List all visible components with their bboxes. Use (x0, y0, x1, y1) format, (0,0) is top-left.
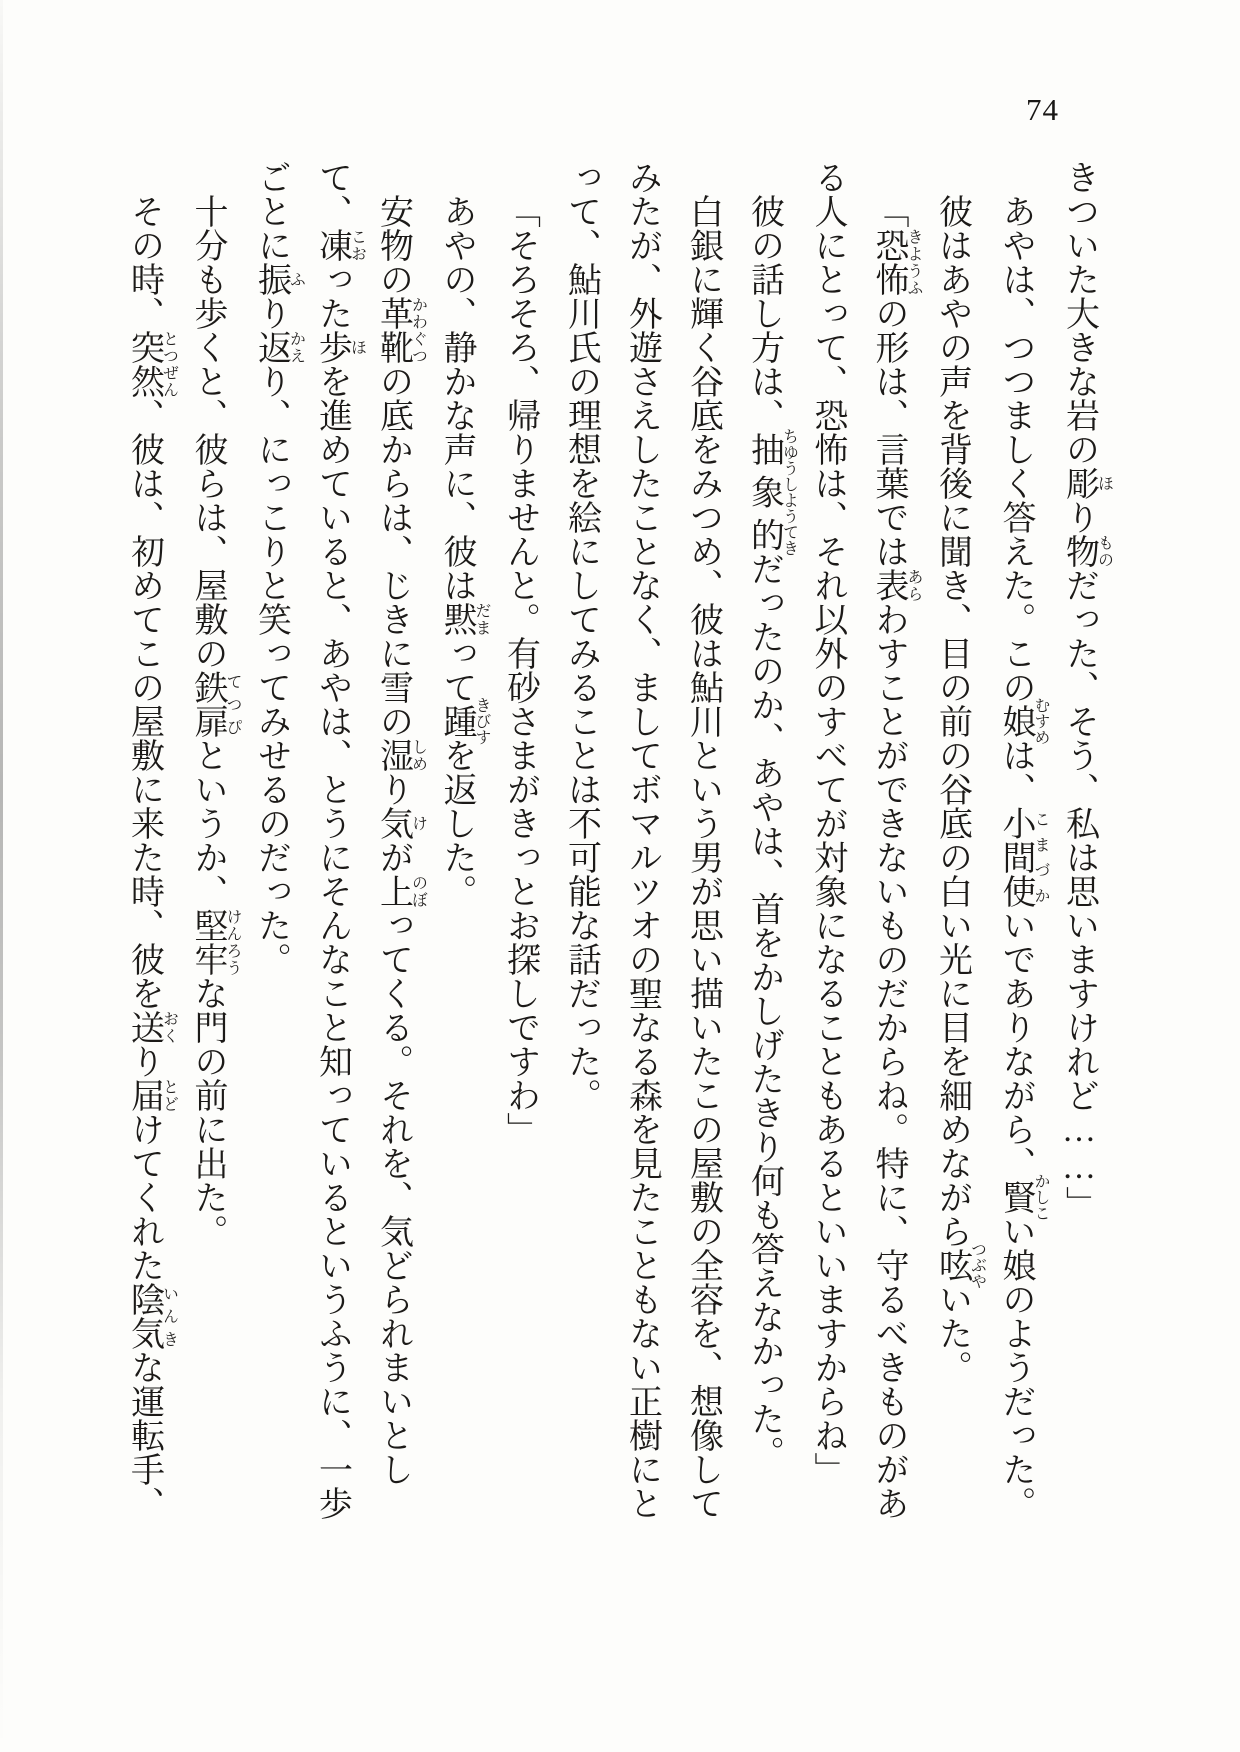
ruby-annotated-text: 表あら (870, 568, 922, 602)
ruby-annotated-text: 湿しめ (374, 738, 427, 772)
ruby-annotated-text: 上のぼ (374, 874, 427, 908)
ruby-annotated-text: 返かえ (252, 330, 305, 364)
ruby-annotated-text: 鉄扉てつぴ (189, 670, 241, 738)
ruby-annotated-text: 抽象的ちゆうしようてき (745, 427, 798, 556)
ruby-annotated-text: 小間使こまづか (997, 806, 1049, 908)
ruby-annotated-text: 恐怖きようふ (870, 228, 922, 296)
ruby-annotated-text: 革靴かわぐつ (374, 296, 427, 364)
paragraph: 白銀に輝く谷底をみつめ、彼は鮎川という男が思い描いたこの屋敷の全容を、想像してみたが、外遊さえしたことなく、ましてボマルツオの聖なる森を見たこともない正樹にとって、鮎川氏の理想を絵にしてみることは不可能な話だった。 (562, 160, 722, 1520)
ruby-annotated-text: 送おく (125, 1010, 178, 1044)
ruby-annotated-text: 彫ほ (1060, 466, 1113, 500)
paragraph: きついた大きな岩の彫ほり物ものだった、そう、私は思いますけれど……」 (1060, 160, 1113, 1220)
paragraph: 十分も歩くと、彼らは、屋敷の鉄扉てつぴというか、堅牢けんろうな門の前に出た。 (189, 194, 241, 1248)
paragraph: あやは、つつましく答えた。この娘むすめは、小間使こまづかいでありながら、賢かしこい娘のようだった。 (997, 194, 1049, 1520)
page-number: 74 (1026, 92, 1059, 127)
ruby-annotated-text: 物もの (1060, 534, 1113, 568)
paragraph: 彼の話し方は、抽象的ちゆうしようてきだったのか、あやは、首をかしげたきり何も答えなかった。 (745, 194, 798, 1470)
ruby-annotated-text: 突然とつぜん (125, 330, 178, 398)
paragraph: 彼はあやの声を背後に聞き、目の前の谷底の白い光に目を細めながら呟つぶやいた。 (933, 194, 986, 1384)
ruby-annotated-text: 歩ほ (313, 330, 366, 364)
ruby-annotated-text: 賢かしこ (997, 1173, 1049, 1221)
ruby-annotated-text: 振ふ (252, 262, 305, 296)
vertical-text-block (125, 160, 1113, 1520)
ruby-annotated-text: 呟つぶや (933, 1241, 986, 1289)
page-edge-shadow (0, 0, 3, 1752)
paragraph: 「恐怖きようふの形は、言葉では表あらわすことができないものだからね。特に、守るべきものがある人にとって、恐怖は、それ以外のすべてが対象になることもあるといいますからね」 (809, 160, 922, 1520)
ruby-annotated-text: 届とど (125, 1078, 178, 1112)
ruby-annotated-text: 黙だま (438, 602, 490, 636)
ruby-annotated-text: 陰気いんき (125, 1282, 178, 1350)
ruby-annotated-text: 踵きびす (438, 697, 490, 745)
paragraph: その時、突然とつぜん、彼は、初めてこの屋敷に来た時、彼を送おくり届とどけてくれた陰気いんきな運転手、 (125, 194, 178, 1520)
paragraph: 「そろそろ、帰りませんと。有砂さまがきっとお探しですわ」 (501, 194, 539, 1146)
ruby-annotated-text: 堅牢けんろう (189, 908, 241, 976)
paragraph: あやの、静かな声に、彼は黙だまって踵きびすを返した。 (438, 194, 490, 908)
paragraph: 安物の革靴かわぐつの底からは、じきに雪の湿しめり気けが上のぼってくる。それを、気どられまいとして、凍こおった歩ほを進めていると、あやは、とうにそんなこと知っているというふうに、一歩ごとに振ふり返かえり、にっこりと笑ってみせるのだった。 (252, 160, 427, 1520)
ruby-annotated-text: 気け (374, 806, 427, 840)
ruby-annotated-text: 凍こお (313, 228, 366, 262)
ruby-annotated-text: 娘むすめ (997, 697, 1049, 745)
